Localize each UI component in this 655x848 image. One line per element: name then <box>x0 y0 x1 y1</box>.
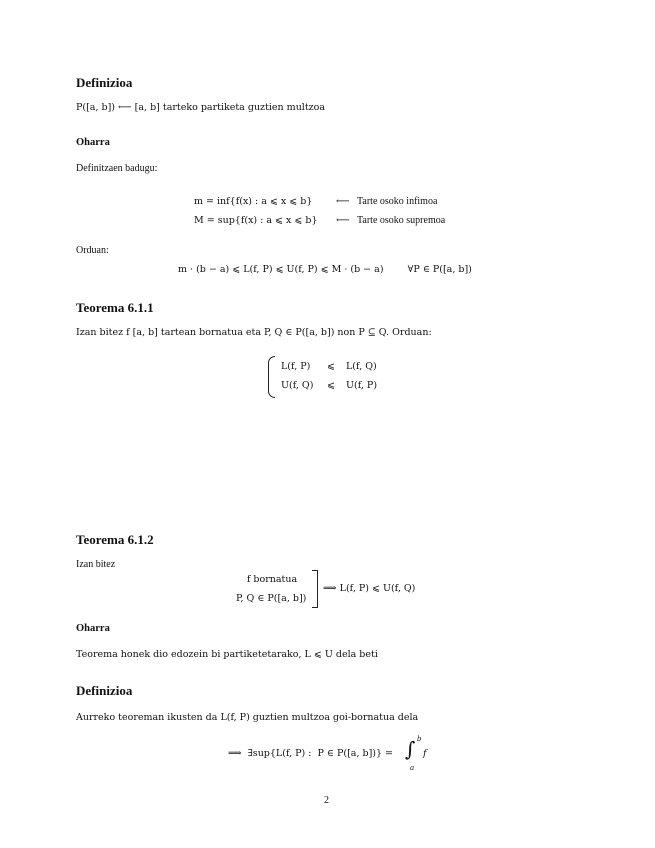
remark-heading: Oharra <box>76 137 110 148</box>
theorem-heading-6-1-2: Teorema 6.1.2 <box>76 532 154 547</box>
left-brace <box>268 356 275 398</box>
system-row2-rhs: U(f, P) <box>346 380 378 391</box>
condition-bounded: f bornatua <box>246 574 298 585</box>
bounds-inequality: m · (b − a) ⩽ L(f, P) ⩽ U(f, P) ⩽ M · (b − a) ∀P ∈ P([a, b]) <box>178 264 472 275</box>
remark-intro: Definitzaen badugu: <box>76 163 158 174</box>
system-row1-lhs: L(f, P) <box>281 361 311 372</box>
arrow-left-icon: ⟵ <box>336 215 350 226</box>
infimum-label: Tarte osoko infimoa <box>357 196 438 207</box>
theorem-intro: Izan bitez <box>76 559 116 570</box>
system-row2-rel: ⩽ <box>327 380 335 391</box>
right-bracket <box>312 570 318 608</box>
page-number: 2 <box>324 795 329 806</box>
supremum-equation: M = sup{f(x) : a ⩽ x ⩽ b} <box>194 215 318 226</box>
arrow-left-icon: ⟵ <box>336 196 350 207</box>
theorem-conclusion: ⟹ L(f, P) ⩽ U(f, Q) <box>323 583 416 594</box>
system-row1-rhs: L(f, Q) <box>346 361 377 372</box>
section-heading-definizioa: Definizioa <box>76 75 133 90</box>
remark-text: Teorema honek dio edozein bi partiketetarako, L ⩽ U dela beti <box>76 649 378 660</box>
definition-text: Aurreko teoreman ikusten da L(f, P) guztien multzoa goi-bornatua dela <box>76 712 419 723</box>
infimum-equation: m = inf{f(x) : a ⩽ x ⩽ b} <box>194 196 313 207</box>
then-label: Orduan: <box>76 245 109 256</box>
remark-heading: Oharra <box>76 623 110 634</box>
integrand: f <box>423 748 427 759</box>
system-row2-lhs: U(f, Q) <box>281 380 314 391</box>
condition-partitions: P, Q ∈ P([a, b]) <box>236 593 307 604</box>
system-row1-rel: ⩽ <box>327 361 335 372</box>
supremum-label: Tarte osoko supremoa <box>357 215 446 226</box>
supremum-formula: ⟹ ∃sup{L(f, P) : P ∈ P([a, b])} = <box>228 748 394 759</box>
theorem-statement: Izan bitez f [a, b] tartean bornatua eta P, Q ∈ P([a, b]) non P ⊆ Q. Orduan: <box>76 327 432 338</box>
integral-lower-limit: a <box>410 764 415 772</box>
definition-line: P([a, b]) ⟵ [a, b] tarteko partiketa guztien multzoa <box>76 102 326 113</box>
integral-icon: ∫ <box>405 737 416 761</box>
integral-upper-limit: b <box>417 735 422 743</box>
section-heading-definizioa: Definizioa <box>76 683 133 698</box>
theorem-heading-6-1-1: Teorema 6.1.1 <box>76 300 154 315</box>
